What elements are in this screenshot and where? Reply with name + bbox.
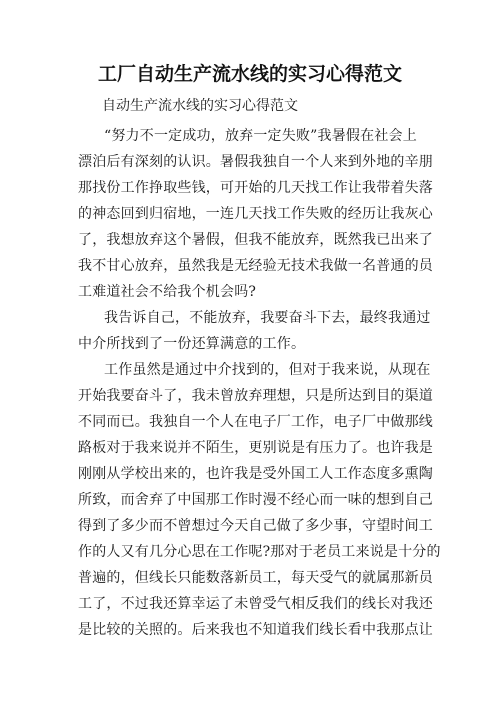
paragraph-line: 我不甘心放弃，虽然我是无经验无技术我做一名普通的员	[78, 258, 433, 274]
paragraph-line: 工难道社会不给我个机会吗?	[78, 284, 257, 300]
paragraph-line: 是比较的关照的。后来我也不知道我们线长看中我那点让	[78, 622, 433, 638]
paragraph-line: 开始我要奋斗了，我未曾放弃理想，只是所达到目的渠道	[78, 388, 433, 404]
paragraph-line: 所致，而舍弃了中国那工作时漫不经心而一味的想到自己	[78, 492, 433, 508]
paragraph-line: 工作虽然是通过中介找到的，但对于我来说，从现在	[104, 362, 431, 378]
paragraph-line: 刚刚从学校出来的，也许我是受外国工人工作态度多熏陶	[78, 466, 433, 482]
paragraph-line: 不同而已。我独自一个人在电子厂工作，电子厂中做那线	[78, 414, 433, 430]
paragraph-line: 了，我想放弃这个暑假，但我不能放弃，既然我已出来了	[78, 232, 433, 248]
paragraph-line: 中介所找到了一份还算满意的工作。	[78, 336, 306, 352]
document-title: 工厂自动生产流水线的实习心得范文	[97, 63, 402, 85]
paragraph-line: 普遍的，但线长只能数落新员工，每天受气的就属那新员	[78, 570, 433, 586]
paragraph-line: 工了，不过我还算幸运了未曾受气相反我们的线长对我还	[78, 596, 433, 612]
paragraph-line: 漂泊后有深刻的认识。暑假我独自一个人来到外地的辛朋	[78, 154, 433, 170]
paragraph-line: 的神态回到归宿地，一连几天找工作失败的经历让我灰心	[78, 206, 433, 222]
paragraph-line: 路板对于我来说并不陌生，更别说是有压力了。也许我是	[78, 440, 433, 456]
paragraph-line: “努力不一定成功，放弃一定失败”我暑假在社会上	[104, 128, 417, 144]
paragraph-line: 得到了多少而不曾想过今天自己做了多少事，守望时间工	[78, 518, 433, 534]
paragraph-line: 作的人又有几分心思在工作呢?那对于老员工来说是十分的	[78, 544, 441, 560]
paragraph-line: 那找份工作挣取些钱，可开始的几天找工作让我带着失落	[78, 180, 433, 196]
paragraph-line: 我告诉自己，不能放弃，我要奋斗下去，最终我通过	[104, 310, 431, 326]
document-subtitle: 自动生产流水线的实习心得范文	[102, 98, 298, 114]
